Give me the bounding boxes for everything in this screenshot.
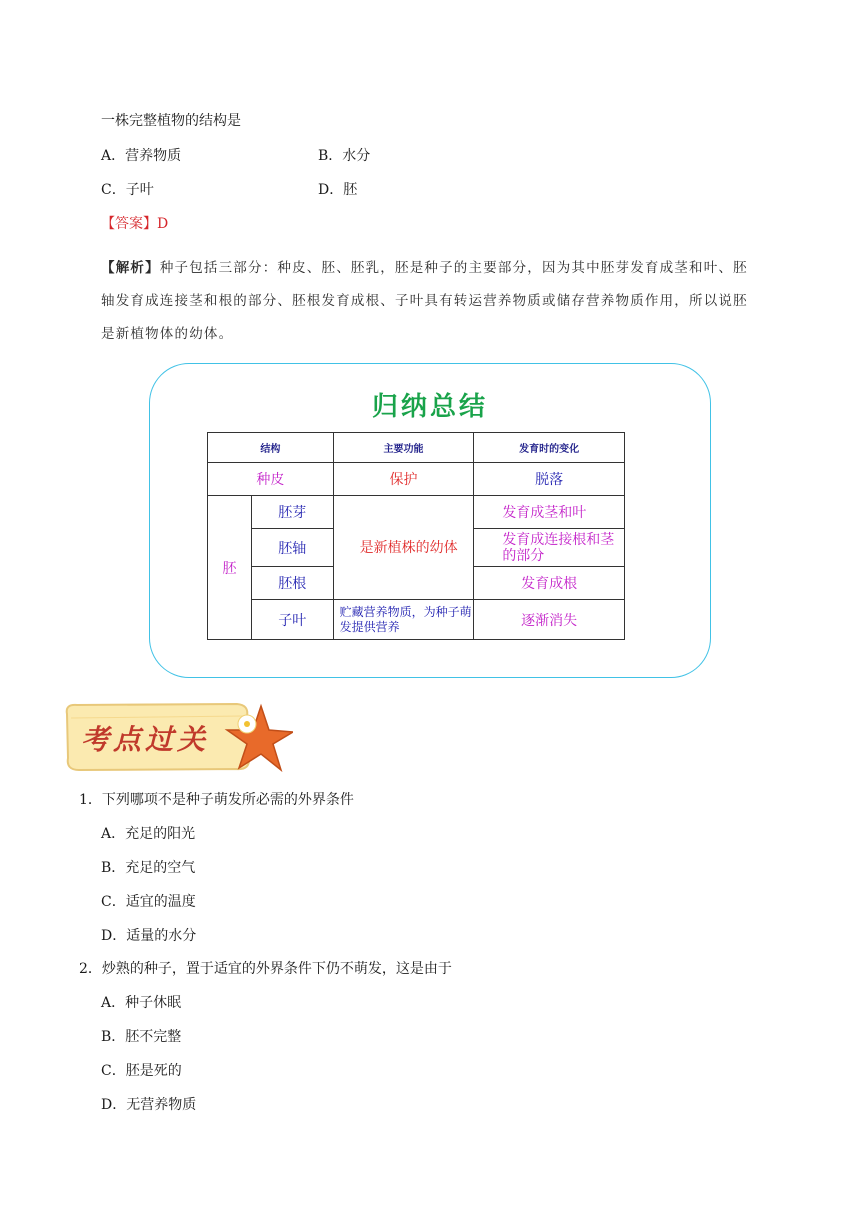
plumule-change: 发育成茎和叶 xyxy=(474,496,625,529)
practice-1-question: 1．下列哪项不是种子萌发所必需的外界条件 xyxy=(79,792,354,808)
table-row xyxy=(208,463,625,496)
example-option-b: B．水分 xyxy=(318,148,371,164)
table-row xyxy=(208,600,625,640)
seed-coat-change: 脱落 xyxy=(474,463,625,496)
practice-1-option-a: A．充足的阳光 xyxy=(101,826,196,842)
seed-coat-function: 保护 xyxy=(333,463,474,496)
explanation-label: 【解析】 xyxy=(101,260,160,276)
cotyledon-change: 逐渐消失 xyxy=(474,600,625,640)
practice-2-question: 2．炒熟的种子，置于适宜的外界条件下仍不萌发，这是由于 xyxy=(79,961,452,977)
answer-value: D xyxy=(157,216,169,232)
header-change: 发育时的变化 xyxy=(474,433,625,463)
example-question: 一株完整植物的结构是 xyxy=(101,113,241,129)
explanation xyxy=(101,252,761,351)
answer-label: 【答案】 xyxy=(101,216,157,232)
practice-1-option-b: B．充足的空气 xyxy=(101,860,196,876)
practice-2-option-a: A．种子休眠 xyxy=(101,995,182,1011)
practice-2-option-d: D．无营养物质 xyxy=(101,1097,197,1113)
seed-coat-name: 种皮 xyxy=(208,463,334,496)
example-option-c: C．子叶 xyxy=(101,182,154,198)
summary-table xyxy=(207,432,625,640)
table-header-row xyxy=(208,433,625,463)
plumule-name: 胚芽 xyxy=(251,496,333,529)
cotyledon-function: 贮藏营养物质，为种子萌发提供营养 xyxy=(333,600,474,640)
radicle-change: 发育成根 xyxy=(474,567,625,600)
practice-1-option-c: C．适宜的温度 xyxy=(101,894,196,910)
header-function: 主要功能 xyxy=(333,433,474,463)
embryo-label: 胚 xyxy=(208,496,252,640)
answer-line xyxy=(101,213,168,233)
summary-title: 归纳总结 xyxy=(371,392,488,422)
practice-1-option-d: D．适量的水分 xyxy=(101,928,197,944)
hypocotyl-name: 胚轴 xyxy=(251,529,333,567)
section-badge xyxy=(61,700,293,774)
example-option-d: D．胚 xyxy=(318,182,358,198)
practice-2-option-c: C．胚是死的 xyxy=(101,1063,182,1079)
explanation-text: 种子包括三部分：种皮、胚、胚乳，胚是种子的主要部分，因为其中胚芽发育成茎和叶、胚轴发育成连接茎和根的部分、胚根发育成根、子叶具有转运营养物质或储存营养物质作用，所以说胚是新植物体的幼体。 xyxy=(101,260,748,342)
radicle-name: 胚根 xyxy=(251,567,333,600)
example-option-a: A．营养物质 xyxy=(101,148,182,164)
summary-box xyxy=(149,363,711,678)
hypocotyl-change: 发育成连接根和茎的部分 xyxy=(474,529,625,567)
badge-text: 考点过关 xyxy=(81,723,210,756)
table-row xyxy=(208,496,625,529)
cotyledon-name: 子叶 xyxy=(251,600,333,640)
header-structure: 结构 xyxy=(208,433,334,463)
embryo-function: 是新植株的幼体 xyxy=(333,496,474,600)
practice-2-option-b: B．胚不完整 xyxy=(101,1029,182,1045)
